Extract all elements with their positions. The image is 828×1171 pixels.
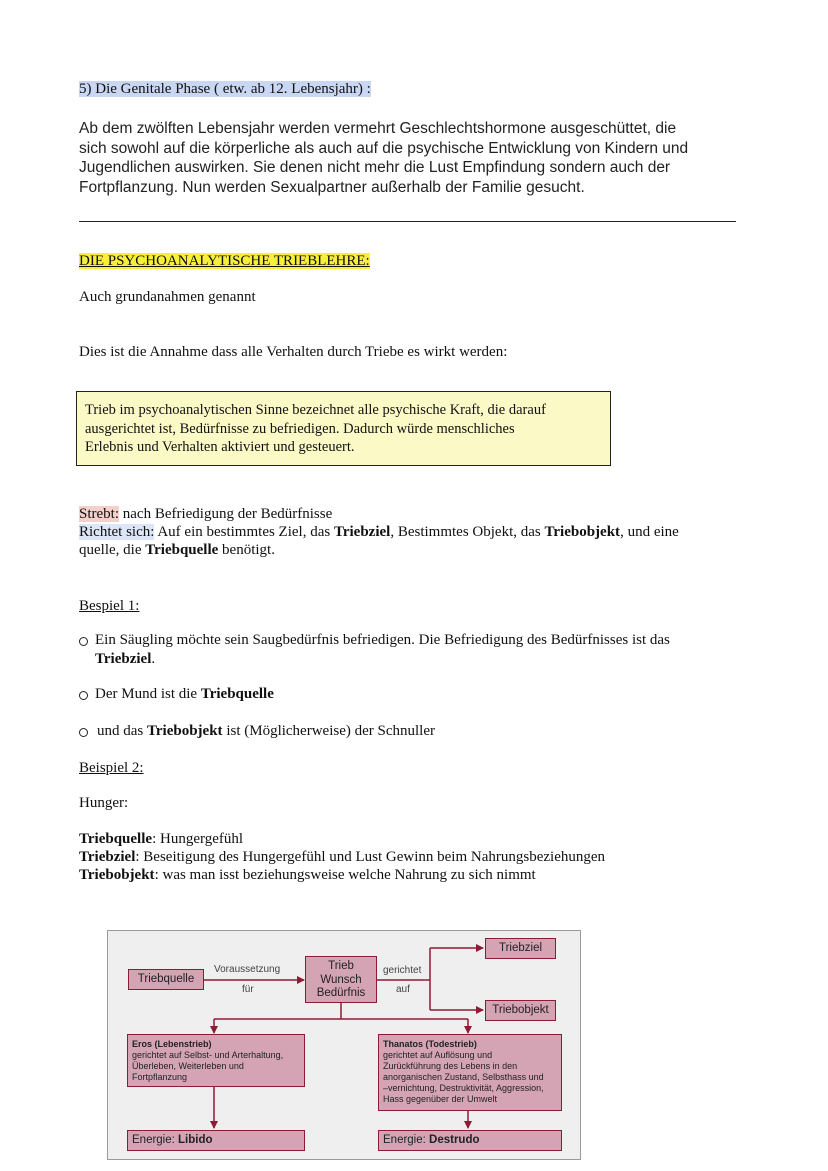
beispiel2-triebobjekt (79, 866, 536, 885)
trieblehre-intro: Dies ist die Annahme dass alle Verhalten durch Triebe es wirkt werden: (79, 344, 508, 360)
richtet-text-3: , und eine (620, 524, 679, 540)
section5-line-3: Jugendlichen auswirken. Sie denen nicht mehr die Lust Empfindung sondern auch der (79, 159, 671, 176)
beispiel2-ziel-text: : Beseitigung des Hungergefühl und Lust Gewinn beim Nahrungsbeziehungen (135, 849, 606, 865)
libido-energie-label: Energie: (132, 1134, 179, 1146)
triebziel-box (485, 938, 556, 959)
richtet-bold-triebquelle: Triebquelle (145, 542, 219, 558)
beispiel1-item2-bold: Triebquelle (200, 686, 274, 702)
beispiel1-item1 (95, 631, 670, 669)
trieb-diagram (107, 930, 581, 1160)
beispiel1-item1-end: . (151, 651, 156, 667)
definition-box (76, 391, 611, 466)
triebziel-box-label: Triebziel (498, 942, 543, 954)
trieblehre-heading-text: DIE PSYCHOANALYTISCHE TRIEBLEHRE: (79, 253, 370, 269)
beispiel2-objekt-label: Triebobjekt (79, 867, 155, 883)
beispiel2-heading: Beispiel 2: (79, 760, 144, 776)
triebobjekt-box-label: Triebobjekt (492, 1004, 549, 1016)
thanatos-box (378, 1034, 562, 1111)
richtet-text-1: Auf ein bestimmtes Ziel, das (154, 524, 334, 540)
thanatos-title: Thanatos (Todestrieb) (383, 1039, 477, 1049)
beispiel2-hunger: Hunger: (79, 795, 129, 811)
beispiel1-item1-line2 (95, 650, 670, 669)
section5-heading-text: 5) Die Genitale Phase ( etw. ab 12. Lebensjahr) : (79, 81, 371, 97)
beispiel1-item3 (97, 722, 435, 741)
libido-value: Libido (178, 1134, 213, 1146)
strebt-text: nach Befriedigung der Bedürfnisse (119, 506, 333, 522)
section5-paragraph (79, 119, 688, 197)
richtet-text-2: , Bestimmtes Objekt, das (390, 524, 545, 540)
eros-line-3: Fortpflanzung (132, 1072, 188, 1082)
thanatos-line-3: anorganischen Zustand, Selbsthass und (383, 1072, 544, 1082)
beispiel2-objekt-text: : was man isst beziehungsweise welche Nahrung zu sich nimmt (154, 867, 536, 883)
strebt-label: Strebt: (79, 506, 119, 522)
beispiel2-triebziel (79, 848, 605, 867)
beispiel2-triebquelle (79, 830, 243, 849)
destrudo-energie-label: Energie: (383, 1134, 430, 1146)
section5-line-2: sich sowohl auf die körperliche als auch auf die psychische Entwicklung von Kindern und (79, 139, 689, 157)
beispiel1-item2 (95, 685, 274, 704)
definition-line-1: Trieb im psychoanalytischen Sinne bezeichnet alle psychische Kraft, die darauf (85, 402, 546, 418)
libido-box (127, 1130, 305, 1151)
definition-line-2: ausgerichtet ist, Bedürfnisse zu befriedigen. Dadurch würde menschliches (85, 420, 515, 437)
trieb-box-line-2: Wunsch (320, 973, 362, 986)
section5-heading (79, 79, 371, 99)
bullet-icon (79, 637, 88, 646)
beispiel1-item1-line1: Ein Säugling möchte sein Saugbedürfnis befriedigen. Die Befriedigung des Bedürfnisses ist das (95, 632, 670, 648)
beispiel2-quelle-text: : Hungergefühl (152, 831, 244, 847)
eros-line-1: gerichtet auf Selbst- und Arterhaltung, (132, 1050, 284, 1060)
triebquelle-box-label: Triebquelle (137, 973, 195, 985)
beispiel1-item3-bold: Triebobjekt (147, 723, 223, 739)
richtet-text-4: quelle, die (79, 542, 146, 558)
trieb-box (305, 956, 377, 1003)
section5-line-1: Ab dem zwölften Lebensjahr werden vermehrt Geschlechtshormone ausgeschüttet, die (79, 120, 677, 137)
eros-line-2: Überleben, Weiterleben und (132, 1061, 244, 1071)
richtet-label: Richtet sich: (79, 524, 155, 540)
bullet-icon (79, 728, 88, 737)
thanatos-line-4: –vernichtung, Destruktivität, Aggression, (383, 1083, 544, 1093)
definition-line-3: Erlebnis und Verhalten aktiviert und gesteuert. (85, 439, 355, 455)
richtet-text-5: benötigt. (218, 542, 275, 558)
triebobjekt-box (485, 1000, 556, 1021)
triebquelle-box (128, 969, 204, 990)
section5-line-4: Fortpflanzung. Nun werden Sexualpartner außerhalb der Familie gesucht. (79, 178, 585, 196)
trieb-box-line-3: Bedürfnis (316, 987, 366, 999)
trieb-box-line-1: Trieb (328, 960, 354, 972)
beispiel1-item3-text2: ist (Möglicherweise) der Schnuller (222, 723, 436, 739)
beispiel1-heading: Bespiel 1: (79, 598, 140, 614)
beispiel2-quelle-label: Triebquelle (79, 831, 153, 847)
richtet-bold-triebziel: Triebziel (333, 524, 391, 540)
horizontal-divider (79, 221, 736, 222)
destrudo-box (378, 1130, 562, 1151)
destrudo-value: Destrudo (429, 1134, 480, 1146)
beispiel1-item3-text1: und das (97, 723, 147, 739)
eros-title: Eros (Lebenstrieb) (132, 1039, 212, 1049)
richtet-bold-triebobjekt: Triebobjekt (544, 524, 621, 540)
eros-box (127, 1034, 305, 1087)
thanatos-line-5: Hass gegenüber der Umwelt (383, 1094, 498, 1104)
beispiel1-item2-text: Der Mund ist die (95, 686, 201, 702)
richtet-line-2 (79, 541, 275, 560)
strebt-line (79, 505, 332, 524)
fuer-label: für (242, 984, 254, 995)
thanatos-line-2: Zurückführung des Lebens in den (383, 1061, 518, 1071)
beispiel2-ziel-label: Triebziel (79, 849, 136, 865)
bullet-icon (79, 691, 88, 700)
gerichtet-label: gerichtet (383, 965, 422, 976)
trieblehre-heading (79, 251, 370, 271)
beispiel1-item1-bold: Triebziel (95, 651, 152, 667)
richtet-line-1 (79, 523, 679, 542)
trieblehre-subtitle: Auch grundanahmen genannt (79, 289, 256, 305)
auf-label: auf (396, 984, 410, 995)
voraussetzung-label: Voraussetzung (214, 964, 281, 975)
thanatos-line-1: gerichtet auf Auflösung und (383, 1050, 493, 1060)
